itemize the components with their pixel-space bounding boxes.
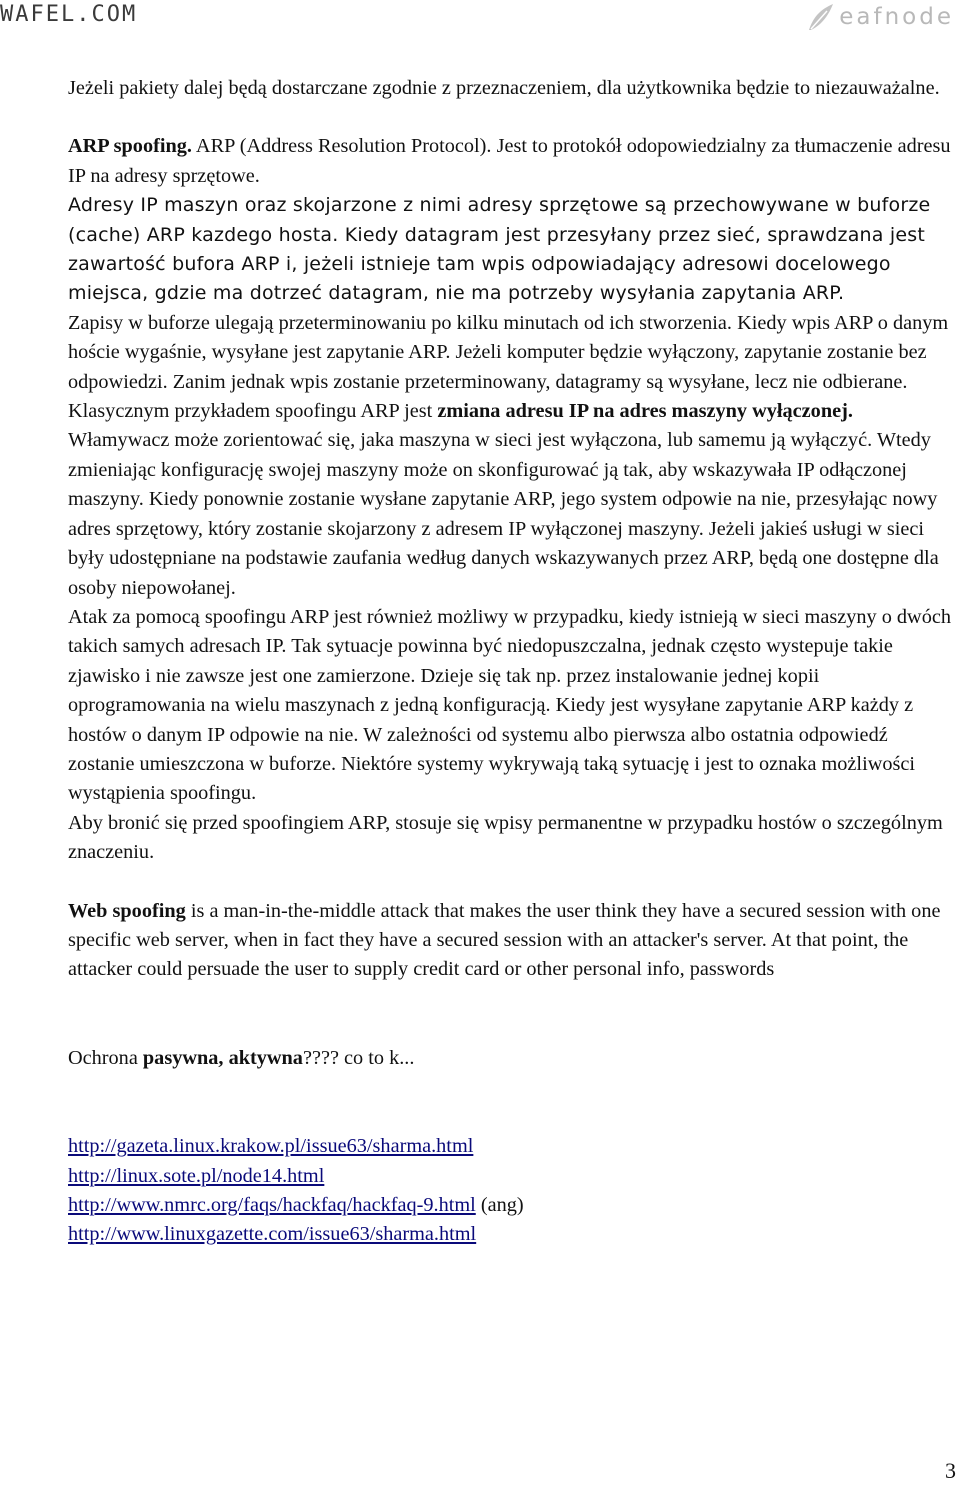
watermark-right-text: eafnode xyxy=(839,4,954,30)
arp-duplicate-paragraph: Atak za pomocą spoofingu ARP jest również możliwy w przypadku, kiedy istnieją w sieci maszyny o dwóch takich samych adresach IP. Tak sytuacje powinna być niedopuszczalna, jednak często wystepuje takie zjawisko i nie zawsze jest one zamierzone. Dzieje się tak np. przez instalowanie jednej kopii oprogramowania na wielu maszynach z jedną konfiguracją. Kiedy jest wysyłane zapytanie ARP każdy z hostów o danym IP odpowie na nie. W zależności od systemu albo pierwsza albo ostatnia odpowiedź zostanie umieszczona w buforze. Niektóre systemy wykrywają taką sytuację i jest to oznaka możliwości wystąpienia spoofingu. xyxy=(68,605,951,805)
link-sote[interactable]: http://linux.sote.pl/node14.html xyxy=(68,1164,325,1187)
arp-expiry-text: Zapisy w buforze ulegają przeterminowaniu po kilku minutach od ich stworzenia. Kiedy wpis ARP o danym hoście wygaśnie, wysyłane jest zapytanie ARP. Jeżeli komputer będzie wyłączony, zapytanie zostanie bez odpowiedzi. Zanim jednak wpis zostanie przeterminowany, datagramy są wysyłane, lecz nie odbierane. Klasycznym przykładem spoofingu ARP jest xyxy=(68,311,949,423)
link-linuxgazette[interactable]: http://www.linuxgazette.com/issue63/sharma.html xyxy=(68,1223,477,1246)
arp-cache-paragraph xyxy=(68,191,952,309)
leaf-icon xyxy=(807,2,835,32)
link-note: (ang) xyxy=(475,1194,524,1216)
arp-defense-paragraph: Aby bronić się przed spoofingiem ARP, stosuje się wpisy permanentne w przypadku hostów o szczególnym znaczeniu. xyxy=(68,811,943,864)
link-item xyxy=(68,1162,952,1191)
link-item xyxy=(68,1220,952,1249)
ochrona-bold: pasywna, aktywna xyxy=(142,1046,303,1069)
arp-intro-text: ARP (Address Resolution Protocol). Jest to protokół odopowiedzialny za tłumaczenie adresu IP na adresy sprzętowe. xyxy=(68,135,951,187)
arp-paragraph xyxy=(68,132,952,191)
page-number: 3 xyxy=(945,1458,956,1483)
arp-expiry-text-cont: Włamywacz może zorientować się, jaka maszyna w sieci jest wyłączona, lub samemu ją wyłączyć. Wtedy zmieniając konfigurację swojej maszyny może on skonfigurować ją tak, aby wskazywała IP odłączonej maszyny. Kiedy ponownie zostanie wysłane zapytanie ARP, jego system odpowie na nie, przesyłając nowy adres sprzętowy, który zostanie skojarzony z adresem IP wyłączonej maszyny. Jeżeli jakieś usługi w sieci były udostępniane na podstawie zaufania według danych wskazywanych przez ARP, będą one dostępne dla osoby niepowołanej. xyxy=(68,429,939,599)
arp-heading: ARP spoofing. xyxy=(68,135,192,158)
link-item xyxy=(68,1191,952,1220)
document-body xyxy=(68,74,952,1250)
link-gazeta[interactable]: http://gazeta.linux.krakow.pl/issue63/sharma.html xyxy=(68,1135,474,1158)
link-nmrc[interactable]: http://www.nmrc.org/faqs/hackfaq/hackfaq-9.html xyxy=(68,1194,476,1216)
link-item xyxy=(68,1132,952,1161)
web-spoofing-heading: Web spoofing xyxy=(68,899,186,922)
watermark-right-logo xyxy=(807,2,954,32)
arp-cache-text: Adresy IP maszyn oraz skojarzone z nimi adresy sprzętowe są przechowywane w buforze (cache) ARP kazdego hosta. xyxy=(68,194,931,246)
web-spoofing-paragraph xyxy=(68,897,952,985)
arp-bold-phrase: zmiana adresu IP na adres maszyny wyłączonej. xyxy=(437,400,853,423)
ochrona-line xyxy=(68,1044,952,1073)
web-spoofing-text: is a man-in-the-middle attack that makes the user think they have a secured session with one specific web server, when in fact they have a secured session with an attacker's server. At that point, the attacker could persuade the user to supply credit card or other personal info, passwords xyxy=(68,899,941,981)
intro-paragraph: Jeżeli pakiety dalej będą dostarczane zgodnie z przeznaczeniem, dla użytkownika będzie to niezauważalne. xyxy=(68,77,940,99)
ochrona-prefix: Ochrona xyxy=(68,1046,143,1069)
link-list xyxy=(68,1132,952,1250)
arp-expiry-paragraph xyxy=(68,309,952,603)
arp-datagram-text: Kiedy datagram jest przesyłany przez sieć, sprawdzana jest zawartość bufora ARP i, jeżeli istnieje tam wpis odpowiadający adresowi docelowego miejsca, gdzie ma dotrzeć datagram, nie ma potrzeby wysyłania zapytania ARP. xyxy=(68,223,925,305)
watermark-left-logo: WAFEL.COM xyxy=(0,2,138,27)
ochrona-suffix: ???? co to k... xyxy=(302,1046,415,1069)
